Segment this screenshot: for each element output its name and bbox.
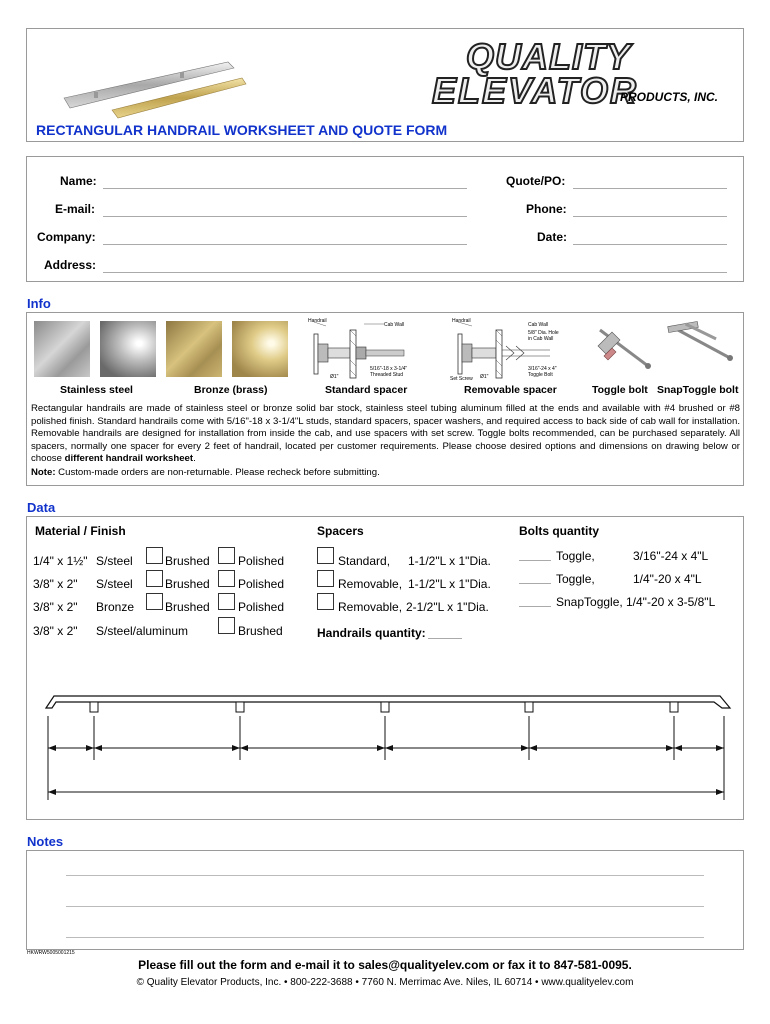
caption-stainless: Stainless steel bbox=[60, 384, 133, 396]
name-label: Name: bbox=[60, 174, 97, 188]
handrail-image bbox=[60, 50, 250, 120]
handrail-callout: Handrail bbox=[308, 318, 327, 324]
snaptoggle-qty-field[interactable] bbox=[519, 606, 551, 607]
footer-instructions: Please fill out the form and e-mail it to sales@qualityelev.com or fax it to 847-581-0095. bbox=[138, 958, 632, 972]
caption-toggle-bolt: Toggle bolt bbox=[592, 384, 648, 396]
bolt-type-1: Toggle, bbox=[556, 549, 595, 563]
notes-line-2[interactable] bbox=[66, 906, 704, 907]
spacers-header: Spacers bbox=[317, 524, 364, 538]
toggle-bolt-image bbox=[590, 322, 658, 372]
notes-line-1[interactable] bbox=[66, 875, 704, 876]
quote-label: Quote/PO: bbox=[506, 174, 566, 188]
toggle-bolt-callout: Toggle Bolt bbox=[528, 372, 553, 378]
handrails-quantity-label: Handrails quantity: bbox=[317, 626, 426, 640]
note-text: Custom-made orders are non-returnable. Please recheck before submitting. bbox=[55, 467, 380, 478]
stainless-brushed-swatch bbox=[34, 321, 90, 377]
email-label: E-mail: bbox=[55, 202, 96, 216]
handrail-callout-2: Handrail bbox=[452, 318, 471, 324]
brushed-checkbox-3[interactable] bbox=[146, 593, 163, 610]
spacer-checkbox-3[interactable] bbox=[317, 593, 334, 610]
snaptoggle-bolt-image bbox=[664, 318, 740, 364]
polished-label-3: Polished bbox=[238, 600, 285, 614]
bolt-size-2: 1/4"-20 x 4"L bbox=[633, 572, 702, 586]
address-label: Address: bbox=[44, 258, 97, 272]
caption-snaptoggle-bolt: SnapToggle bolt bbox=[657, 384, 739, 396]
material-size-1: 1/4" x 1½" bbox=[33, 554, 88, 568]
date-field[interactable] bbox=[573, 244, 727, 245]
info-paragraph bbox=[31, 403, 740, 466]
diameter-callout-2: Ø1" bbox=[480, 374, 489, 380]
material-metal-4: S/steel/aluminum bbox=[96, 624, 189, 638]
spacer-type-2: Removable, bbox=[338, 577, 403, 591]
spacer-dims-1: 1-1/2"L x 1"Dia. bbox=[408, 554, 491, 568]
brushed-checkbox-4[interactable] bbox=[218, 617, 235, 634]
diameter-callout-1: Ø1" bbox=[330, 374, 339, 380]
spacer-type-3: Removable, bbox=[338, 600, 403, 614]
caption-removable-spacer: Removable spacer bbox=[464, 384, 557, 396]
spacer-type-1: Standard, bbox=[338, 554, 391, 568]
removable-spacer-diagram bbox=[450, 316, 586, 382]
spacer-posts bbox=[90, 702, 678, 712]
bolt-type-2: Toggle, bbox=[556, 572, 595, 586]
info-heading: Info bbox=[27, 296, 51, 311]
contact-box bbox=[26, 156, 744, 282]
notes-box[interactable] bbox=[26, 850, 744, 950]
logo-products: PRODUCTS, INC. bbox=[620, 90, 719, 104]
stainless-polished-swatch bbox=[100, 321, 156, 377]
info-note bbox=[31, 467, 380, 478]
handrails-quantity-field[interactable] bbox=[428, 638, 462, 639]
spacer-dims-3: 2-1/2"L x 1"Dia. bbox=[406, 600, 489, 614]
brushed-label-4: Brushed bbox=[238, 624, 283, 638]
email-field[interactable] bbox=[103, 216, 467, 217]
quote-field[interactable] bbox=[573, 188, 727, 189]
bolt-size-1: 3/16"-24 x 4"L bbox=[633, 549, 709, 563]
caption-standard-spacer: Standard spacer bbox=[325, 384, 408, 396]
page-title: RECTANGULAR HANDRAIL WORKSHEET AND QUOTE FORM bbox=[36, 122, 448, 138]
brushed-checkbox-2[interactable] bbox=[146, 570, 163, 587]
threaded-stud-callout: Threaded Stud bbox=[370, 372, 404, 378]
in-cab-wall-callout: in Cab Wall bbox=[528, 336, 554, 342]
caption-bronze: Bronze (brass) bbox=[194, 384, 268, 396]
notes-line-3[interactable] bbox=[66, 937, 704, 938]
different-worksheet-link[interactable]: different handrail worksheet bbox=[64, 453, 194, 464]
address-field[interactable] bbox=[103, 272, 727, 273]
hole-callout: 5/8" Dia. Hole bbox=[528, 330, 559, 336]
info-paragraph-text: Rectangular handrails are made of stainless steel or bronze solid bar stock, stainless steel tubing aluminum filled at the ends and available with #4 brushed or #8 polished finish. Standard handrails come with 5/16"-18 x 3-1/4"L studs, standard spacers, spacer washers, and required access to back side of cab wall for installation. Removable handrails are designed for installation from inside the cab, and use spacers with set screw. Toggle bolts recommended, can be purchased separately. All spacers, normally one spacer for every 2 feet of handrail, located per customer requirements. Please choose desired options and dimensions on drawing below or choose bbox=[31, 403, 740, 464]
name-field[interactable] bbox=[103, 188, 467, 189]
set-screw-callout: Set Screw bbox=[450, 376, 473, 382]
note-label: Note: bbox=[31, 467, 56, 478]
polished-checkbox-2[interactable] bbox=[218, 570, 235, 587]
footer-copyright: © Quality Elevator Products, Inc. • 800-222-3688 • 7760 N. Merrimac Ave. Niles, IL 60714 • www.qualityelev.com bbox=[136, 977, 634, 988]
material-size-3: 3/8" x 2" bbox=[33, 600, 78, 614]
spacer-dims-2: 1-1/2"L x 1"Dia. bbox=[408, 577, 491, 591]
phone-label: Phone: bbox=[526, 202, 567, 216]
logo-quality: QUALITY bbox=[466, 36, 631, 77]
stud-callout: 5/16"-18 x 3-1/4" bbox=[370, 366, 408, 372]
cab-wall-callout-2: Cab Wall bbox=[528, 322, 549, 328]
toggle-qty-field-1[interactable] bbox=[519, 560, 551, 561]
logo-elevator: ELEVATOR bbox=[432, 70, 639, 111]
material-metal-2: S/steel bbox=[96, 577, 133, 591]
material-size-4: 3/8" x 2" bbox=[33, 624, 78, 638]
company-label: Company: bbox=[37, 230, 96, 244]
bolts-header: Bolts quantity bbox=[519, 524, 599, 538]
bronze-brushed-swatch bbox=[166, 321, 222, 377]
material-metal-3: Bronze bbox=[96, 600, 135, 614]
material-metal-1: S/steel bbox=[96, 554, 133, 568]
polished-checkbox-3[interactable] bbox=[218, 593, 235, 610]
spacer-checkbox-2[interactable] bbox=[317, 570, 334, 587]
material-size-2: 3/8" x 2" bbox=[33, 577, 78, 591]
spacer-checkbox-1[interactable] bbox=[317, 547, 334, 564]
handrail-dimension-drawing bbox=[40, 686, 736, 806]
toggle-size-callout: 3/16"-24 x 4" bbox=[528, 366, 557, 372]
date-label: Date: bbox=[537, 230, 568, 244]
toggle-qty-field-2[interactable] bbox=[519, 583, 551, 584]
data-heading: Data bbox=[27, 500, 56, 515]
cab-wall-callout: Cab Wall bbox=[384, 322, 405, 328]
polished-label-1: Polished bbox=[238, 554, 285, 568]
polished-checkbox-1[interactable] bbox=[218, 547, 235, 564]
form-code: HKWRW5005001215 bbox=[27, 950, 75, 956]
material-header: Material / Finish bbox=[35, 524, 126, 538]
info-paragraph-end: . bbox=[193, 453, 196, 464]
bronze-polished-swatch bbox=[232, 321, 288, 377]
notes-heading: Notes bbox=[27, 834, 64, 849]
polished-label-2: Polished bbox=[238, 577, 285, 591]
phone-field[interactable] bbox=[573, 216, 727, 217]
company-field[interactable] bbox=[103, 244, 467, 245]
brushed-label-3: Brushed bbox=[165, 600, 210, 614]
standard-spacer-diagram bbox=[304, 316, 440, 382]
brushed-checkbox-1[interactable] bbox=[146, 547, 163, 564]
bolt-size-3: 1/4"-20 x 3-5/8"L bbox=[626, 595, 716, 609]
bolt-type-3: SnapToggle, bbox=[556, 595, 623, 609]
brushed-label-2: Brushed bbox=[165, 577, 210, 591]
brushed-label-1: Brushed bbox=[165, 554, 210, 568]
